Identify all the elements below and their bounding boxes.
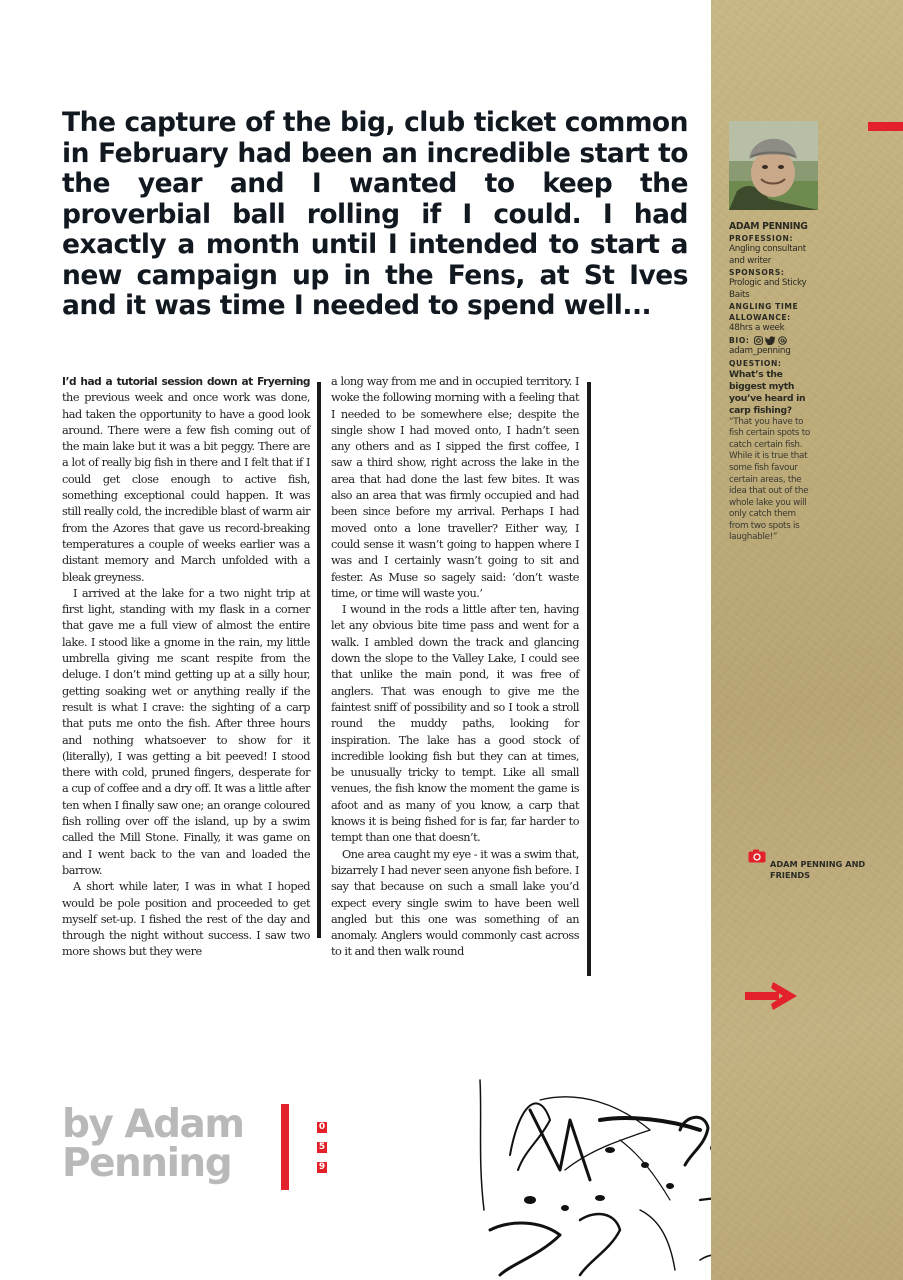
article-lead-in: I’d had a tutorial session down at Fryerning	[62, 376, 310, 388]
article-paragraph: I wound in the rods a little after ten, having let any obvious bite time pass and went for a walk. I ambled down the track and glancing down the slope to the Valley Lake, I could see that unlike the main pond, it was free of anglers. That was enough to give me the faintest sniff of possibility and so I took a stroll round the muddy paths, looking for inspiration. The lake has a good stock of incredible looking fish but they can at times, be unusually tricky to tempt. Like all small venues, the fish know the moment the game is afoot and as many of you know, a carp that knows it is being fished for is far, far harder to tempt than one that doesn’t.	[331, 603, 579, 845]
page-digit: 0	[318, 1122, 326, 1132]
photo-credit-text: ADAM PENNING AND FRIENDS	[770, 859, 866, 880]
camera-icon	[748, 849, 766, 863]
byline-line: by Adam	[62, 1102, 244, 1147]
profile-name: ADAM PENNING	[729, 221, 808, 232]
question-label: QUESTION:	[729, 358, 782, 368]
article-paragraph: a long way from me and in occupied territory. I woke the following morning with a feeling that I needed to be somewhere else; despite the single show I had moved onto, I hadn’t seen any others and as I sipped the first coffee, I saw a third show, right across the lake in the area that had done the last few bites. It was also an area that was firmly occupied and had been since before my arrival. Perhaps I had moved onto a lone traveller? Either way, I could sense it wasn’t going to happen where I was and I certainly wasn’t going to sit and fester. As Muse so sagely said: ‘don’t waste time, or time will waste you.’	[331, 375, 579, 600]
twitter-icon	[765, 336, 776, 345]
angling-time-label: ANGLING TIME ALLOWANCE:	[729, 302, 799, 323]
accent-bar	[281, 1104, 289, 1190]
byline-line: Penning	[62, 1141, 232, 1186]
byline	[62, 1102, 244, 1186]
social-icons	[754, 336, 787, 345]
bio-row	[729, 335, 817, 346]
sponsors-value: Prologic and Sticky Baits	[729, 278, 807, 300]
article-paragraph: One area caught my eye - it was a swim that, bizarrely I had never seen anyone fish before. I say that because on such a small lake you’d expect every single swim to have been well angled but this one was something of an anomaly. Anglers would commonly cast across to it and then walk round	[331, 847, 579, 959]
section-tab-marker	[868, 122, 903, 131]
page-number	[317, 1122, 328, 1182]
page-digit: 5	[318, 1142, 326, 1152]
question	[729, 358, 817, 417]
instagram-icon	[754, 336, 763, 345]
at-icon	[778, 336, 787, 345]
angling-time-value: 48hrs a week	[729, 323, 785, 334]
profession-value: Angling consultant and writer	[729, 244, 806, 266]
article-paragraph: A short while later, I was in what I hoped would be pole position and proceeded to get myself set-up. I fished the rest of the day and through the night without success. I saw two more shows but they were	[62, 880, 310, 959]
sponsors-label: SPONSORS:	[729, 268, 785, 278]
bio-handle: adam_penning	[729, 345, 791, 356]
column-divider	[587, 382, 591, 976]
article-column-1	[62, 374, 310, 961]
answer-text: “That you have to fish certain spots to catch certain fish. While it is true that some fish favour certain areas, the idea that out of the whole lake you will only catch them from two spots is laughable!”	[729, 416, 810, 543]
author-photo	[729, 121, 818, 210]
page-digit: 9	[318, 1162, 326, 1172]
question-text: What’s the biggest myth you’ve heard in carp fishing?	[729, 369, 806, 416]
article-paragraph-text: the previous week and once work was done, had taken the opportunity to have a good look around. There were a few fish coming out of the main lake but it was a bit peggy. There are a lot of really big fish in there and I felt that if I could get close enough to active fish, something exceptional could happen. It was still really cold, the incredible blast of warm air from the Azores that gave us record-breaking temperatures a couple of weeks earlier was a distant memory and March unfolded with a bleak greyness.	[62, 391, 310, 584]
arrow-right-icon	[745, 980, 799, 1012]
article-column-2	[331, 374, 579, 961]
article-paragraph	[62, 374, 310, 586]
article-paragraph: I arrived at the lake for a two night trip at first light, standing with my flask in a corner that gave me a full view of almost the entire lake. I stood like a gnome in the rain, my little umbrella giving me scant respite from the deluge. I don’t mind getting up at a silly hour, getting soaking wet or anything really if the result is what I crave: the sighting of a carp that puts me onto the fish. After three hours and nothing whatsoever to show for it (literally), I was getting a bit peeved! I stood there with cold, pruned fingers, desperate for a cup of coffee and a dry off. It was a little after ten when I finally saw one; an orange coloured fish rolling over off the island, up by a swim called the Mill Stone. Finally, it was game on and I went back to the van and loaded the barrow.	[62, 586, 310, 877]
column-divider	[317, 382, 321, 938]
bio-label: BIO:	[729, 335, 750, 345]
headline: The capture of the big, club ticket common in February had been an incredible start to the year and I wanted to keep the proverbial ball rolling if I could. I had exactly a month until I intended to start a new campaign up in the Fens, at St Ives and it was time I needed to spend well...	[62, 107, 688, 321]
profile-details	[729, 221, 817, 544]
profession-label: PROFESSION:	[729, 234, 794, 243]
